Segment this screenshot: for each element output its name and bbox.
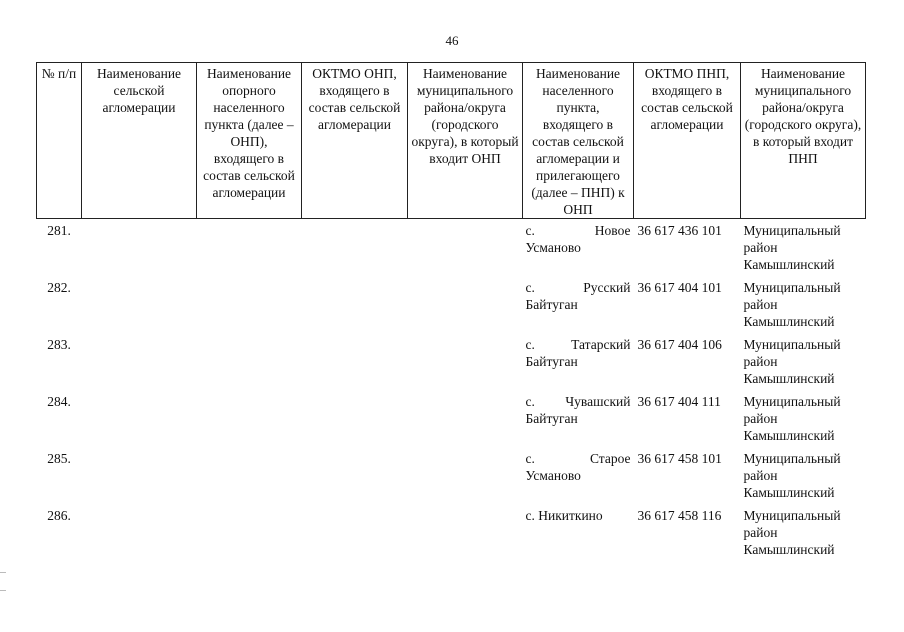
table-row [37, 276, 866, 333]
onp-cell [197, 276, 302, 333]
agglomeration-table [36, 62, 866, 561]
onp-oktmo-cell [302, 390, 408, 447]
pnp-oktmo-cell: 36 617 404 111 [637, 393, 721, 409]
pnp-district-cell: Муниципальный район Камышлинский [743, 336, 841, 386]
onp-oktmo-cell [302, 447, 408, 504]
pnp-name-cell: с. Никиткино [525, 507, 603, 523]
onp-oktmo-cell [302, 219, 408, 276]
header-agglomeration-name: Наименование сельской агломерации [82, 63, 197, 219]
scan-artifact [0, 572, 6, 573]
header-pnp-district: Наименование муниципального района/округа (городского округа), в который входит ПНП [741, 63, 866, 219]
pnp-district-cell: Муниципальный район Камышлинский [743, 279, 841, 329]
agglomeration-cell [82, 447, 197, 504]
agglomeration-cell [82, 276, 197, 333]
onp-cell [197, 333, 302, 390]
pnp-oktmo-cell: 36 617 404 101 [637, 279, 722, 295]
onp-cell [197, 447, 302, 504]
table-body [37, 219, 866, 561]
pnp-name-cell: с. Русский Байтуган [525, 279, 631, 312]
onp-oktmo-cell [302, 504, 408, 561]
header-onp-district: Наименование муниципального района/округа (городского округа), в который входит ОНП [408, 63, 523, 219]
row-number: 284. [47, 393, 71, 409]
header-onp-oktmo: ОКТМО ОНП, входящего в состав сельской агломерации [302, 63, 408, 219]
onp-district-cell [408, 219, 523, 276]
table-header-row [37, 63, 866, 219]
pnp-oktmo-cell: 36 617 458 116 [637, 507, 722, 523]
table-row [37, 390, 866, 447]
onp-cell [197, 504, 302, 561]
onp-oktmo-cell [302, 276, 408, 333]
header-number: № п/п [37, 63, 82, 219]
row-number: 285. [47, 450, 71, 466]
pnp-oktmo-cell: 36 617 404 106 [637, 336, 722, 352]
pnp-district-cell: Муниципальный район Камышлинский [743, 450, 841, 500]
onp-oktmo-cell [302, 333, 408, 390]
agglomeration-cell [82, 390, 197, 447]
row-number: 281. [47, 223, 71, 238]
onp-district-cell [408, 390, 523, 447]
row-number: 286. [47, 507, 71, 523]
onp-cell [197, 219, 302, 276]
table-row [37, 447, 866, 504]
page-number: 46 [445, 33, 459, 48]
onp-cell [197, 390, 302, 447]
onp-district-cell [408, 504, 523, 561]
table-row [37, 333, 866, 390]
pnp-district-cell: Муниципальный район Камышлинский [743, 393, 841, 443]
agglomeration-cell [82, 504, 197, 561]
row-number: 283. [47, 336, 71, 352]
header-onp-name: Наименование опорного населенного пункта (далее – ОНП), входящего в состав сельской агломерации [197, 63, 302, 219]
agglomeration-cell [82, 219, 197, 276]
scan-artifact [0, 590, 6, 591]
onp-district-cell [408, 333, 523, 390]
onp-district-cell [408, 447, 523, 504]
pnp-name-cell: с. Татарский Байтуган [525, 336, 631, 369]
pnp-oktmo-cell: 36 617 458 101 [637, 450, 722, 466]
row-number: 282. [47, 279, 71, 295]
pnp-name-cell: с. Чувашский Байтуган [525, 393, 631, 426]
table-row [37, 219, 866, 276]
header-pnp-oktmo: ОКТМО ПНП, входящего в состав сельской агломерации [634, 63, 741, 219]
table-row [37, 504, 866, 561]
onp-district-cell [408, 276, 523, 333]
pnp-district-cell: Муниципальный район Камышлинский [743, 507, 841, 557]
pnp-name-cell: с. Старое Усманово [525, 450, 631, 483]
pnp-district-cell: Муниципальный район Камышлинский [743, 223, 841, 272]
pnp-name-cell: с. Новое Усманово [525, 223, 631, 255]
header-pnp-name: Наименование населенного пункта, входящего в состав сельской агломерации и прилегающего (далее – ПНП) к ОНП [523, 63, 634, 219]
pnp-oktmo-cell: 36 617 436 101 [637, 223, 722, 238]
agglomeration-cell [82, 333, 197, 390]
